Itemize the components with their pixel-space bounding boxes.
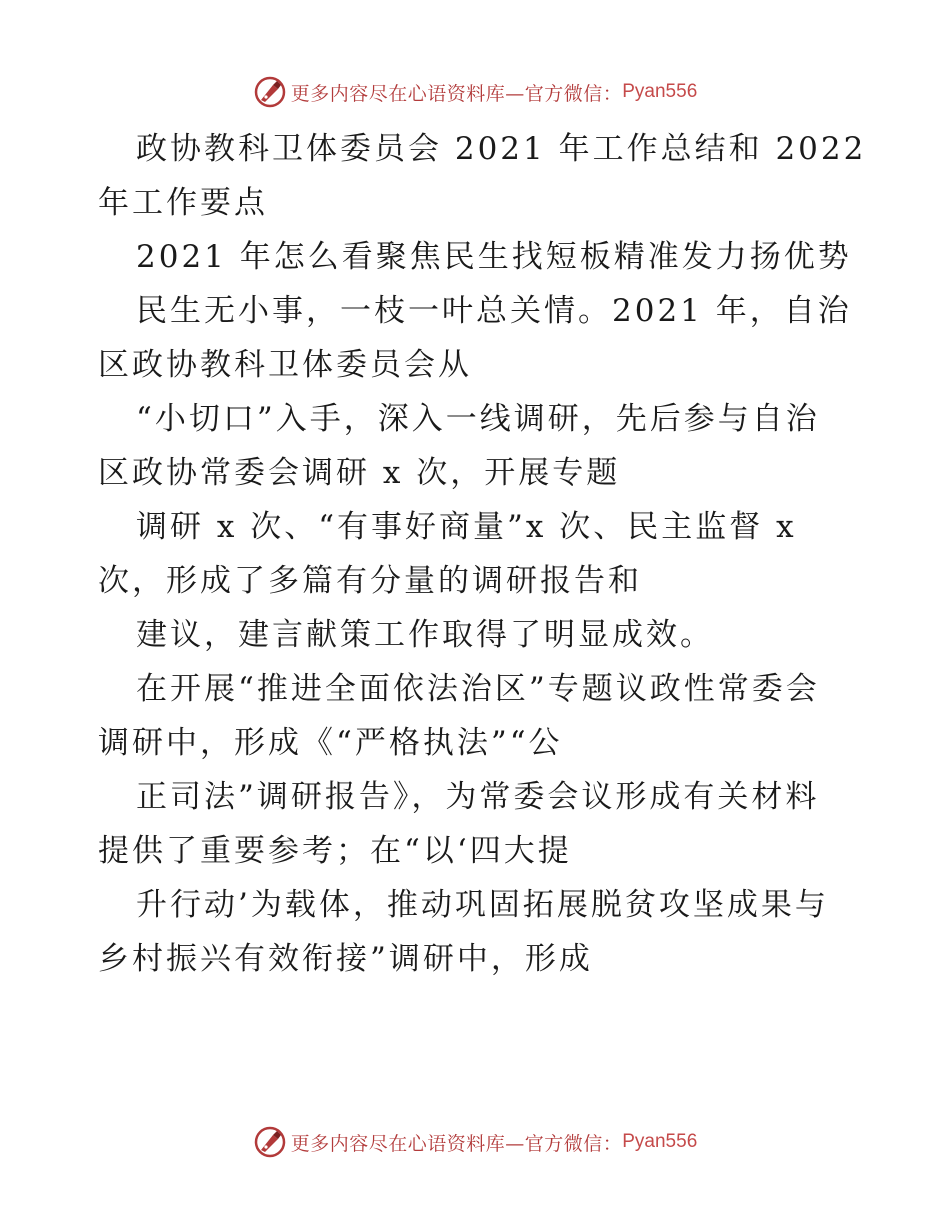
paragraph-line: 区政协教科卫体委员会从	[98, 347, 472, 383]
watermark-wechat-id: Pyan556	[622, 81, 698, 102]
paragraph-line: 乡村振兴有效衔接”调研中，形成	[98, 941, 593, 977]
doc-subtitle: 2021 年怎么看聚焦民生找短板精准发力扬优势	[136, 239, 852, 275]
watermark-text: 更多内容尽在心语资料库—官方微信：	[290, 82, 623, 105]
paragraph-line: 调研 x 次、“有事好商量”x 次、民主监督 x	[136, 509, 797, 545]
paragraph-line: 提供了重要参考；在“以‘四大提	[98, 833, 572, 869]
pen-nib-logo-icon	[253, 1125, 287, 1159]
paragraph-line: 民生无小事，一枝一叶总关情。2021 年，自治	[136, 293, 852, 329]
paragraph-line: 次，形成了多篇有分量的调研报告和	[98, 563, 642, 599]
paragraph-line: 正司法”调研报告》，为常委会议形成有关材料	[136, 779, 820, 815]
watermark-text: 更多内容尽在心语资料库—官方微信：	[290, 1132, 623, 1155]
doc-title-line-2: 年工作要点	[98, 185, 268, 221]
paragraph-line: 区政协常委会调研 x 次，开展专题	[98, 455, 621, 491]
paragraph-line: 调研中，形成《“严格执法”“公	[98, 725, 563, 761]
document-body	[98, 122, 867, 986]
watermark-header	[0, 72, 950, 112]
pen-nib-logo-icon	[253, 75, 287, 109]
paragraph-line: “小切口”入手，深入一线调研，先后参与自治	[136, 401, 820, 437]
paragraph-line: 建议，建言献策工作取得了明显成效。	[136, 617, 714, 653]
paragraph-line: 升行动’为载体，推动巩固拓展脱贫攻坚成果与	[136, 887, 829, 923]
watermark-footer	[0, 1122, 950, 1162]
watermark-wechat-id: Pyan556	[622, 1131, 698, 1152]
paragraph-line: 在开展“推进全面依法治区”专题议政性常委会	[136, 671, 820, 707]
doc-title-line-1: 政协教科卫体委员会 2021 年工作总结和 2022	[136, 131, 867, 167]
